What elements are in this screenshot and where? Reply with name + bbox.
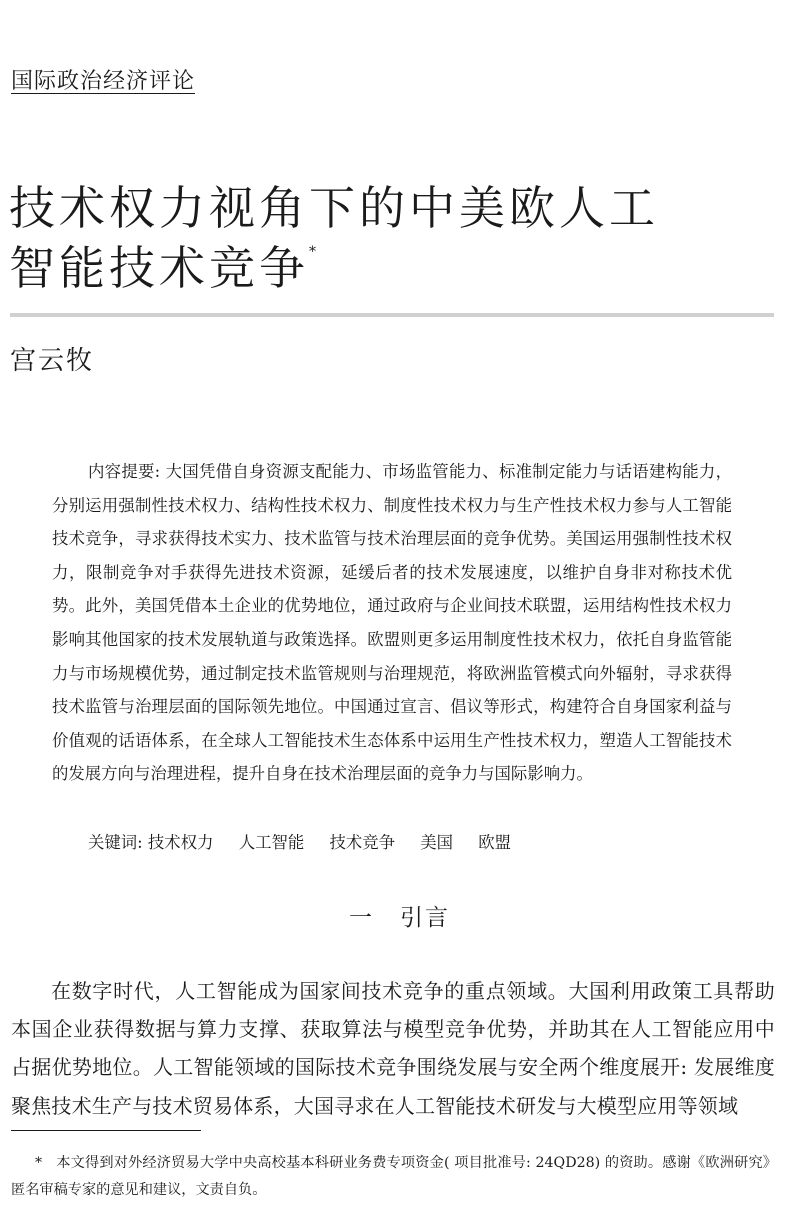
title-line-1: 技术权力视角下的中美欧人工 [9, 181, 659, 235]
title-line-2-text: 智能技术竞争 [9, 241, 309, 295]
abstract-text: 大国凭借自身资源支配能力、市场监管能力、标准制定能力与话语建构能力，分别运用强制性技术权力、结构性技术权力、制度性技术权力与生产性技术权力参与人工智能技术竞争，寻求获得技术实力、技术监管与技术治理层面的竞争优势。美国运用强制性技术权力，限制竞争对手获得先进技术资源，延缓后者的技术发展速度，以维护自身非对称技术优势。此外，美国凭借本土企业的优势地位，通过政府与企业间技术联盟，运用结构性技术权力影响其他国家的技术发展轨道与政策选择。欧盟则更多运用制度性技术权力，依托自身监管能力与市场规模优势，通过制定技术监管规则与治理规范，将欧洲监管模式向外辐射，寻求获得技术监管与治理层面的国际领先地位。中国通过宣言、倡议等形式，构建符合自身国家利益与价值观的话语体系，在全球人工智能技术生态体系中运用生产性技术权力，塑造人工智能技术的发展方向与治理进程，提升自身在技术治理层面的竞争力与国际影响力。 [52, 462, 732, 784]
keywords-label: 关键词: [88, 833, 143, 852]
footnote [11, 1150, 777, 1204]
section-title: 引言 [400, 905, 450, 931]
title-line-2 [9, 238, 769, 310]
keyword: 欧盟 [478, 833, 512, 852]
footnote-mark: * [35, 1155, 43, 1171]
keyword: 人工智能 [238, 833, 305, 852]
footnote-divider [11, 1130, 201, 1131]
abstract-label: 内容提要: [88, 462, 161, 481]
keyword: 技术竞争 [329, 833, 396, 852]
article-title [9, 178, 769, 310]
section-number: 一 [349, 905, 374, 931]
title-footnote-mark[interactable]: * [309, 244, 316, 260]
title-divider [10, 313, 774, 317]
author-name: 宫云牧 [10, 346, 95, 376]
abstract-paragraph [52, 455, 732, 791]
journal-name: 国际政治经济评论 [11, 69, 196, 94]
section-heading [0, 899, 799, 932]
footnote-text: 本文得到对外经济贸易大学中央高校基本科研业务费专项资金( 项目批准号: 24QD28) 的资助。感谢《欧洲研究》匿名审稿专家的意见和建议，文责自负。 [11, 1155, 777, 1198]
keyword: 美国 [420, 833, 454, 852]
keywords [88, 829, 531, 853]
body-paragraph: 在数字时代，人工智能成为国家间技术竞争的重点领域。大国利用政策工具帮助本国企业获得数据与算力支撑、获取算法与模型竞争优势，并助其在人工智能应用中占据优势地位。人工智能领域的国际技术竞争围绕发展与安全两个维度展开: 发展维度聚焦技术生产与技术贸易体系，大国寻求在人工智能技术研发与大模型应用等领域 [11, 979, 775, 1118]
keyword: 技术权力 [147, 833, 214, 852]
abstract [52, 455, 732, 791]
